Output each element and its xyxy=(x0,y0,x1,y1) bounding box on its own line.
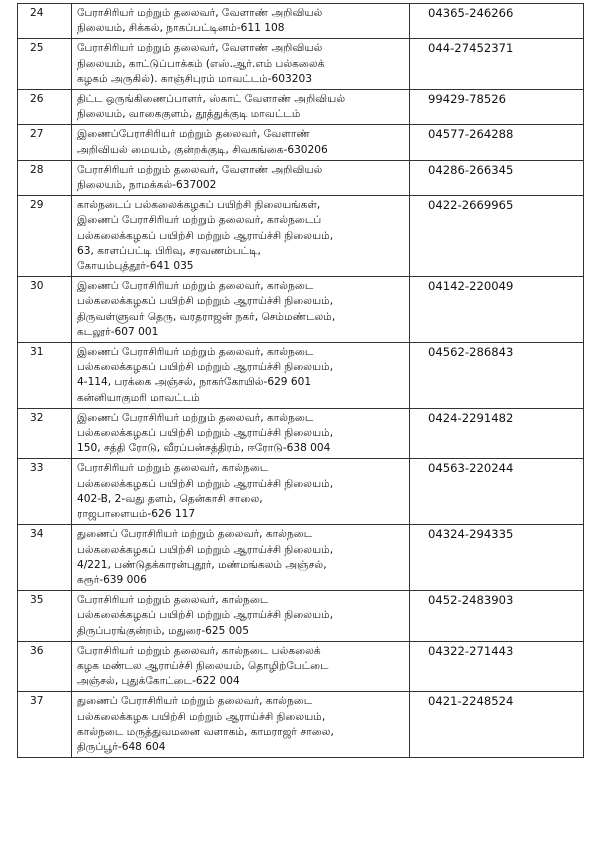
row-number: 29 xyxy=(18,196,72,277)
address-line: நிலையம், காட்டுப்பாக்கம் (எஸ்.ஆர்.எம் பல்கலைக் xyxy=(77,57,325,70)
address-line: பேராசிரியர் மற்றும் தலைவர், கால்நடை xyxy=(77,594,269,607)
address-cell xyxy=(72,641,410,692)
address-line: பல்கலைக்கழகப் பயிற்சி மற்றும் ஆராய்ச்சி நிலையம், xyxy=(77,477,334,490)
contact-table xyxy=(17,3,584,758)
table-row xyxy=(18,160,584,195)
address-cell xyxy=(72,591,410,642)
address-cell xyxy=(72,343,410,409)
row-number: 34 xyxy=(18,525,72,591)
table-row xyxy=(18,459,584,525)
phone-number: 04562-286843 xyxy=(410,343,584,409)
address-line: துணைப் பேராசிரியர் மற்றும் தலைவர், கால்நடை xyxy=(77,695,313,708)
address-line: திருப்பூர்-648 604 xyxy=(77,740,166,753)
phone-number: 99429-78526 xyxy=(410,90,584,125)
address-line: கால்நடை மருத்துவமனை வளாகம், காமராஜர் சாலை, xyxy=(77,725,334,738)
row-number: 24 xyxy=(18,4,72,39)
address-line: பேராசிரியர் மற்றும் தலைவர், கால்நடை பல்கலைக் xyxy=(77,644,321,657)
row-number: 35 xyxy=(18,591,72,642)
address-line: பல்கலைக்கழக பயிற்சி மற்றும் ஆராய்ச்சி நிலையம், xyxy=(77,710,326,723)
table-row xyxy=(18,692,584,758)
address-cell xyxy=(72,459,410,525)
address-cell xyxy=(72,4,410,39)
address-line: பேராசிரியர் மற்றும் தலைவர், கால்நடை xyxy=(77,462,269,475)
address-line: பேராசிரியர் மற்றும் தலைவர், வேளாண் அறிவியல் xyxy=(77,7,323,19)
table-row xyxy=(18,90,584,125)
phone-number: 0422-2669965 xyxy=(410,196,584,277)
table-row xyxy=(18,641,584,692)
phone-number: 0421-2248524 xyxy=(410,692,584,758)
address-line: இணைப் பேராசிரியர் மற்றும் தலைவர், கால்நடைப் xyxy=(77,214,322,227)
row-number: 31 xyxy=(18,343,72,409)
address-cell xyxy=(72,39,410,90)
row-number: 36 xyxy=(18,641,72,692)
phone-number: 04286-266345 xyxy=(410,160,584,195)
address-line: கோயம்புத்தூர்-641 035 xyxy=(77,260,194,273)
address-cell xyxy=(72,90,410,125)
address-cell xyxy=(72,408,410,459)
address-line: இணைப் பேராசிரியர் மற்றும் தலைவர், கால்நடை xyxy=(77,346,314,359)
address-line: இணைப் பேராசிரியர் மற்றும் தலைவர், கால்நடை xyxy=(77,280,314,293)
row-number: 37 xyxy=(18,692,72,758)
address-line: கடலூர்-607 001 xyxy=(77,325,159,338)
table-row xyxy=(18,39,584,90)
table-row xyxy=(18,4,584,39)
row-number: 27 xyxy=(18,125,72,160)
address-line: திருவள்ளுவர் தெரு, வரதராஜன் நகர், செம்மண்டலம், xyxy=(77,310,336,323)
address-cell xyxy=(72,160,410,195)
table-body xyxy=(18,4,584,758)
phone-number: 04563-220244 xyxy=(410,459,584,525)
row-number: 30 xyxy=(18,277,72,343)
address-line: கால்நடைப் பல்கலைக்கழகப் பயிற்சி நிலையங்கள், xyxy=(77,199,321,212)
address-line: பல்கலைக்கழகப் பயிற்சி மற்றும் ஆராய்ச்சி நிலையம், xyxy=(77,427,334,440)
table-row xyxy=(18,525,584,591)
address-line: 150, சத்தி ரோடு, வீரப்பன்சத்திரம், ஈரோடு-638 004 xyxy=(77,442,331,455)
address-line: 402-B, 2-வது தளம், தென்காசி சாலை, xyxy=(77,492,263,505)
address-line: 63, காளப்பட்டி பிரிவு, சரவணம்பட்டி, xyxy=(77,244,261,257)
table-row xyxy=(18,408,584,459)
address-line: இணைப் பேராசிரியர் மற்றும் தலைவர், கால்நடை xyxy=(77,411,314,424)
table-row xyxy=(18,196,584,277)
phone-number: 0452-2483903 xyxy=(410,591,584,642)
row-number: 32 xyxy=(18,408,72,459)
address-cell xyxy=(72,125,410,160)
phone-number: 044-27452371 xyxy=(410,39,584,90)
phone-number: 04577-264288 xyxy=(410,125,584,160)
row-number: 33 xyxy=(18,459,72,525)
address-line: 4-114, பரக்கை அஞ்சல், நாகர்கோயில்-629 601 xyxy=(77,376,312,389)
address-line: கழகம் அருகில்). காஞ்சிபுரம் மாவட்டம்-603203 xyxy=(77,72,312,85)
phone-number: 04324-294335 xyxy=(410,525,584,591)
table-row xyxy=(18,277,584,343)
row-number: 25 xyxy=(18,39,72,90)
address-line: பல்கலைக்கழகப் பயிற்சி மற்றும் ஆராய்ச்சி நிலையம், xyxy=(77,295,334,308)
phone-number: 04322-271443 xyxy=(410,641,584,692)
address-line: நிலையம், வாகைகுளம், தூத்துக்குடி மாவட்டம் xyxy=(77,108,301,121)
address-cell xyxy=(72,277,410,343)
address-line: நிலையம், சிக்கல், நாகப்பட்டினம்-611 108 xyxy=(77,22,285,35)
phone-number: 04142-220049 xyxy=(410,277,584,343)
address-line: இணைப்பேராசிரியர் மற்றும் தலைவர், வேளாண் xyxy=(77,128,310,141)
address-line: துணைப் பேராசிரியர் மற்றும் தலைவர், கால்நடை xyxy=(77,528,313,541)
address-line: பல்கலைக்கழகப் பயிற்சி மற்றும் ஆராய்ச்சி நிலையம், xyxy=(77,229,334,242)
address-cell xyxy=(72,196,410,277)
address-line: கழக மண்டல ஆராய்ச்சி நிலையம், தொழிற்பேட்டை xyxy=(77,659,329,672)
address-line: ராஜபாளையம்-626 117 xyxy=(77,508,196,521)
address-line: நிலையம், நாமக்கல்-637002 xyxy=(77,179,217,192)
address-line: கரூர்-639 006 xyxy=(77,573,147,586)
address-line: பேராசிரியர் மற்றும் தலைவர், வேளாண் அறிவியல் xyxy=(77,42,323,55)
address-line: 4/221, பண்டுதக்காரன்புதூர், மண்மங்கலம் அஞ்சல், xyxy=(77,558,327,571)
address-line: கன்னியாகுமரி மாவட்டம் xyxy=(77,391,200,404)
address-line: அஞ்சல், புதுக்கோட்டை-622 004 xyxy=(77,675,240,688)
address-line: திட்ட ஒருங்கிணைப்பாளர், ஸ்காட் வேளாண் அறிவியல் xyxy=(77,93,346,106)
phone-number: 04365-246266 xyxy=(410,4,584,39)
table-row xyxy=(18,343,584,409)
address-cell xyxy=(72,525,410,591)
address-line: பல்கலைக்கழகப் பயிற்சி மற்றும் ஆராய்ச்சி நிலையம், xyxy=(77,543,334,556)
row-number: 28 xyxy=(18,160,72,195)
address-cell xyxy=(72,692,410,758)
address-line: அறிவியல் மையம், குன்றக்குடி, சிவகங்கை-630206 xyxy=(77,143,328,156)
address-line: பேராசிரியர் மற்றும் தலைவர், வேளாண் அறிவியல் xyxy=(77,163,323,176)
phone-number: 0424-2291482 xyxy=(410,408,584,459)
table-row xyxy=(18,125,584,160)
address-line: பல்கலைக்கழகப் பயிற்சி மற்றும் ஆராய்ச்சி நிலையம், xyxy=(77,609,334,622)
table-row xyxy=(18,591,584,642)
address-line: திருப்பரங்குன்றம், மதுரை-625 005 xyxy=(77,624,249,637)
row-number: 26 xyxy=(18,90,72,125)
address-line: பல்கலைக்கழகப் பயிற்சி மற்றும் ஆராய்ச்சி நிலையம், xyxy=(77,361,334,374)
